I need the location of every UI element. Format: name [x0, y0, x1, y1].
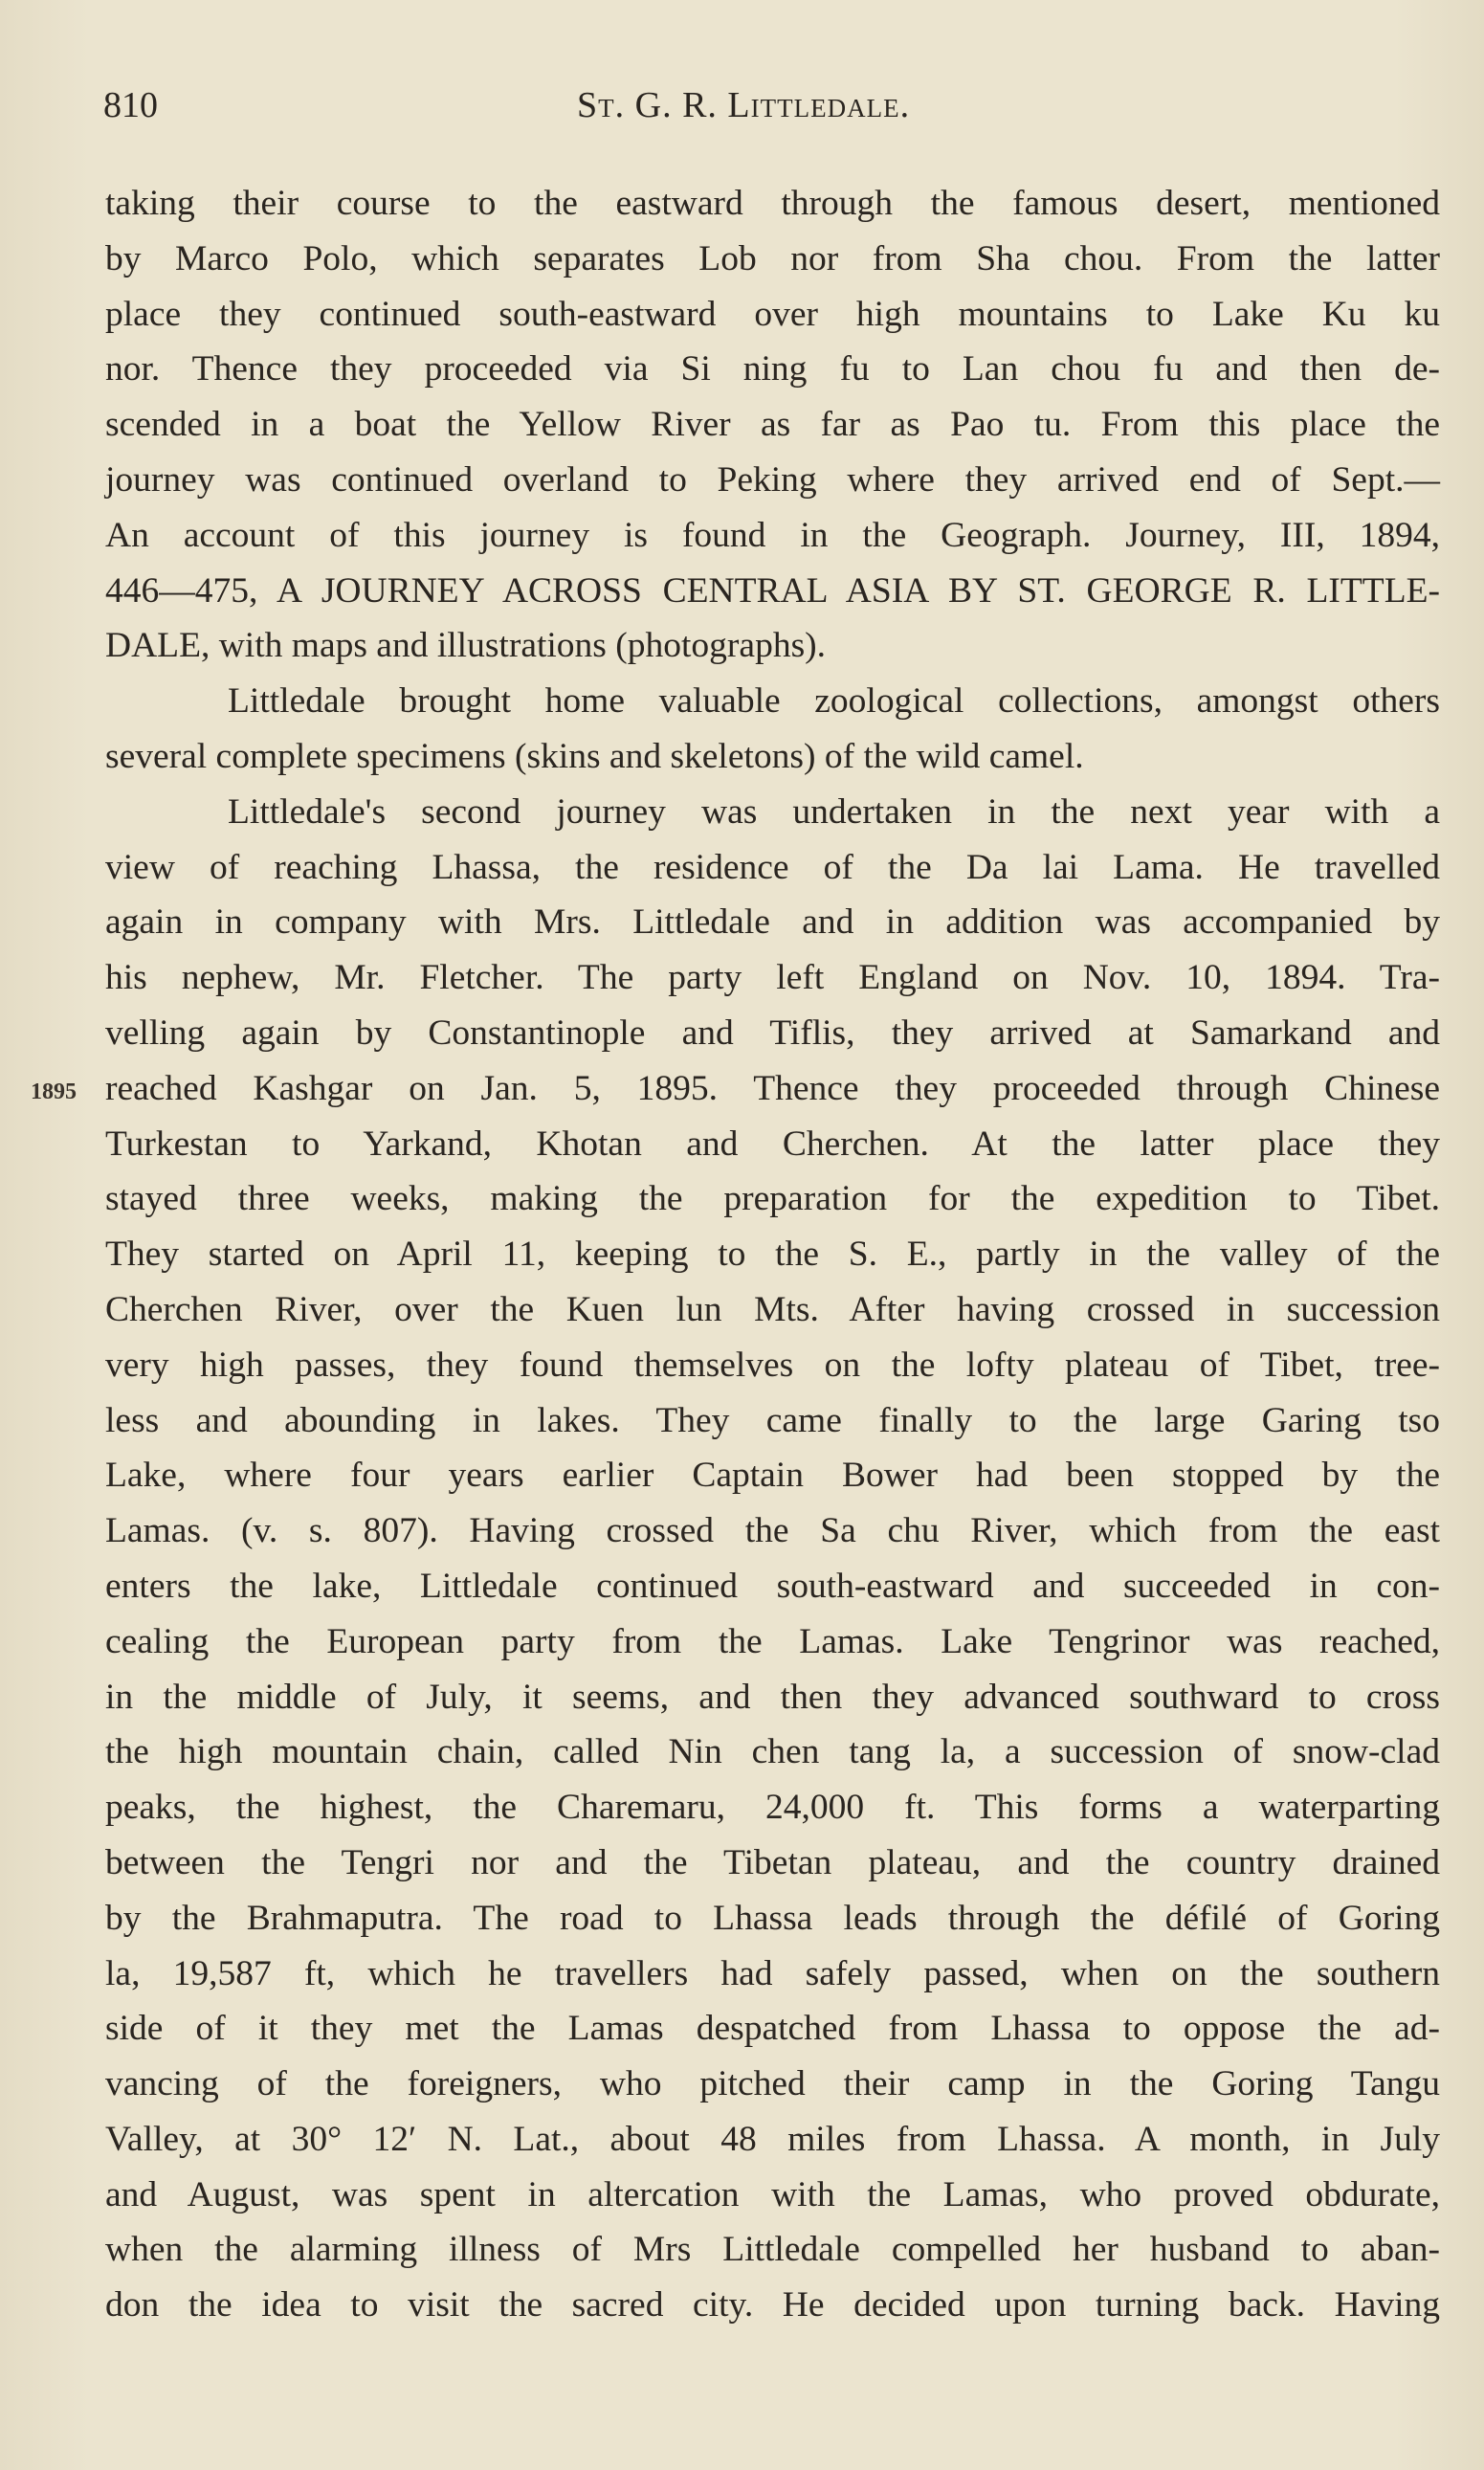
text-line: don the idea to visit the sacred city. He decided upon turning back. Having	[105, 2285, 1440, 2325]
text-line: and August, was spent in altercation with the Lamas, who proved obdurate,	[105, 2174, 1440, 2214]
text-line: Littledale brought home valuable zoological collections, amongst others	[228, 681, 1440, 722]
text-line: very high passes, they found themselves on the lofty plateau of Tibet, tree-	[105, 1345, 1440, 1385]
text-line: by the Brahmaputra. The road to Lhassa leads through the défilé of Goring	[105, 1898, 1440, 1938]
text-line: several complete specimens (skins and skeletons) of the wild camel.	[105, 736, 1084, 776]
text-line: enters the lake, Littledale continued south-eastward and succeeded in con-	[105, 1566, 1440, 1606]
text-line: la, 19,587 ft, which he travellers had safely passed, when on the southern	[105, 1953, 1440, 1993]
text-line: between the Tengri nor and the Tibetan plateau, and the country drained	[105, 1842, 1440, 1882]
text-line: cealing the European party from the Lamas. Lake Tengrinor was reached,	[105, 1621, 1440, 1661]
text-line: the high mountain chain, called Nin chen tang la, a succession of snow-clad	[105, 1732, 1440, 1772]
margin-year-note: 1895	[31, 1079, 77, 1104]
text-line: DALE, with maps and illustrations (photographs).	[105, 626, 827, 666]
running-head: St. G. R. Littledale.	[577, 85, 911, 125]
text-line: less and abounding in lakes. They came finally to the large Garing tso	[105, 1400, 1440, 1440]
text-line: Cherchen River, over the Kuen lun Mts. After having crossed in succession	[105, 1289, 1440, 1329]
text-line: journey was continued overland to Peking where they arrived end of Sept.—	[105, 459, 1440, 500]
text-line: taking their course to the eastward through the famous desert, mentioned	[105, 184, 1440, 223]
text-line: nor. Thence they proceeded via Si ning fu to Lan chou fu and then de-	[105, 349, 1440, 389]
text-line: Lake, where four years earlier Captain Bower had been stopped by the	[105, 1456, 1440, 1496]
text-line: stayed three weeks, making the preparation for the expedition to Tibet.	[105, 1179, 1440, 1219]
text-line: velling again by Constantinople and Tiflis, they arrived at Samarkand and	[105, 1012, 1440, 1053]
text-line: peaks, the highest, the Charemaru, 24,000 ft. This forms a waterparting	[105, 1788, 1440, 1828]
text-line: 446—475, A JOURNEY ACROSS CENTRAL ASIA BY ST. GEORGE R. LITTLE-	[105, 570, 1440, 611]
text-line: An account of this journey is found in the Geograph. Journey, III, 1894,	[105, 515, 1440, 555]
text-line: Turkestan to Yarkand, Khotan and Cherchen. At the latter place they	[105, 1124, 1440, 1164]
text-line: place they continued south-eastward over high mountains to Lake Ku ku	[105, 294, 1440, 334]
text-line: when the alarming illness of Mrs Littledale compelled her husband to aban-	[105, 2230, 1440, 2270]
text-line: They started on April 11, keeping to the S. E., partly in the valley of the	[105, 1235, 1440, 1275]
text-line: in the middle of July, it seems, and then they advanced southward to cross	[105, 1677, 1440, 1717]
text-line: scended in a boat the Yellow River as far as Pao tu. From this place the	[105, 405, 1440, 445]
text-line: Littledale's second journey was undertaken in the next year with a	[228, 791, 1440, 832]
page-header	[103, 84, 1433, 132]
page-number: 810	[103, 85, 158, 125]
text-line: by Marco Polo, which separates Lob nor from Sha chou. From the latter	[105, 238, 1440, 278]
text-line: vancing of the foreigners, who pitched their camp in the Goring Tangu	[105, 2064, 1440, 2104]
text-line: side of it they met the Lamas despatched from Lhassa to oppose the ad-	[105, 2009, 1440, 2049]
text-line: Lamas. (v. s. 807). Having crossed the Sa chu River, which from the east	[105, 1511, 1440, 1551]
text-line: view of reaching Lhassa, the residence of the Da lai Lama. He travelled	[105, 847, 1440, 887]
text-line: reached Kashgar on Jan. 5, 1895. Thence they proceeded through Chinese	[105, 1068, 1440, 1108]
text-line: again in company with Mrs. Littledale and in addition was accompanied by	[105, 902, 1440, 943]
text-line: his nephew, Mr. Fletcher. The party left England on Nov. 10, 1894. Tra-	[105, 958, 1440, 998]
text-line: Valley, at 30° 12′ N. Lat., about 48 miles from Lhassa. A month, in July	[105, 2119, 1440, 2159]
body-text	[105, 176, 1440, 2333]
